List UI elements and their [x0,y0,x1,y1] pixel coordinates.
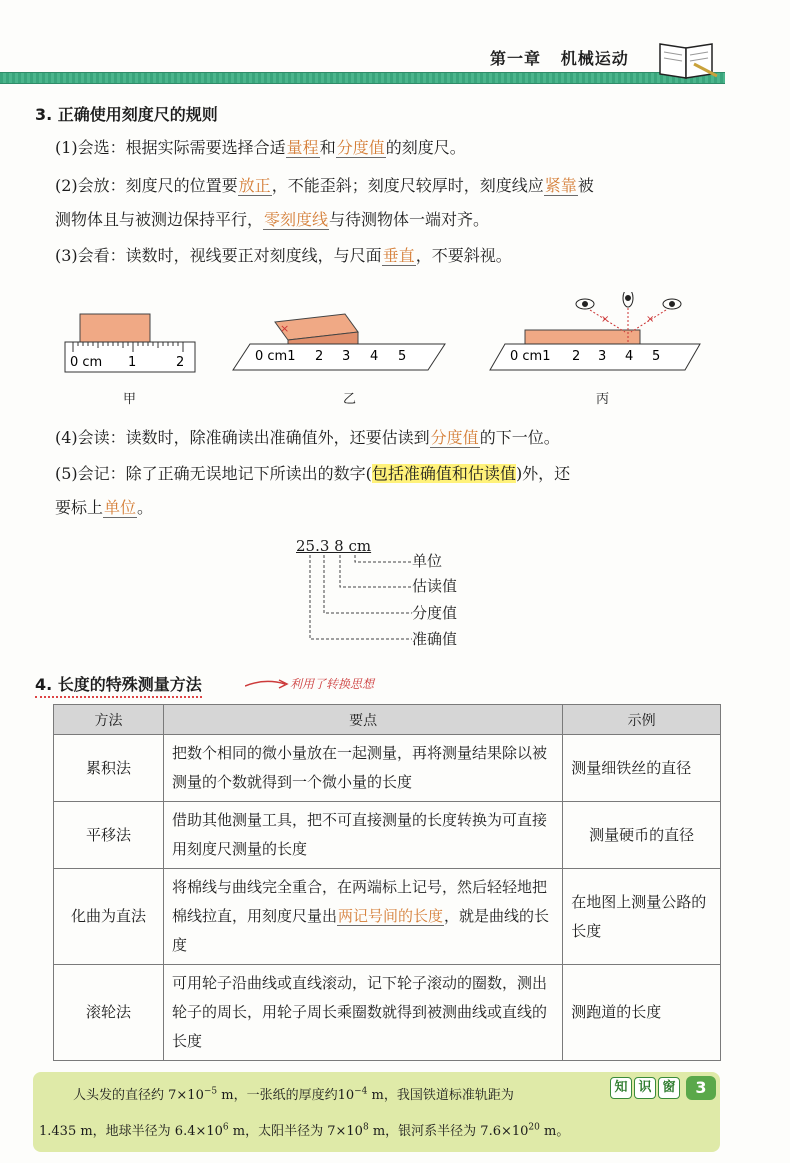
table-row [54,802,721,869]
answer-unit: 单位 [104,498,137,517]
answer-jinkao: 紧靠 [544,176,577,195]
answer-fangzheng: 放正 [238,176,271,195]
caption-yi: 乙 [343,392,357,407]
knowledge-window-badge [610,1076,716,1100]
book-pencil-icon [656,40,718,82]
tick-bing-4: 4 [625,349,634,364]
badge-char: 知 [610,1077,632,1099]
svg-text:×: × [646,314,655,325]
rule-3: (3)会看：读数时，视线要正对刻度线，与尺面垂直，不要斜视。 [55,246,512,265]
footer-line-2: 1.435 m，地球半径为 $6.4\times 10^6$ m，太阳半径为 $7\times 10^8$ m，银河系半径为 $7.6\times 10^{20}$ m。 [39,1122,570,1139]
answer-perpendicular: 垂直 [382,246,415,265]
highlight-values: 包括准确值和估读值 [371,464,516,483]
key-cell: 借助其他测量工具，把不可直接测量的长度转换为可直接用刻度尺测量的长度 [163,802,562,869]
header-example: 示例 [563,705,721,735]
header-key: 要点 [163,705,562,735]
page-header [0,40,790,90]
rule-2-cont: 测物体且与被测边保持平行，零刻度线与待测物体一端对齐。 [55,210,490,229]
method-cell: 累积法 [54,735,164,802]
figure-yi [233,314,445,370]
header-method: 方法 [54,705,164,735]
table-row [54,869,721,965]
ruler-figures [0,292,790,410]
tick-jia-0: 0 cm [70,355,103,370]
label-division: 分度值 [412,604,458,622]
key-cell: 可用轮子沿曲线或直线滚动，记下轮子滚动的圈数，测出轮子的周长，用轮子周长乘圈数就得到被测曲线或直线的长度 [163,965,562,1061]
example-cell: 测量细铁丝的直径 [563,735,721,802]
method-cell: 滚轮法 [54,965,164,1061]
table-row [54,965,721,1061]
tick-yi-4: 4 [370,349,379,364]
key-cell: 把数个相同的微小量放在一起测量，再将测量结果除以被测量的个数就得到一个微小量的长度 [163,735,562,802]
answer-two-marks: 两记号间的长度 [337,907,443,925]
badge-char: 识 [634,1077,656,1099]
tick-jia-1: 1 [128,355,137,370]
reading-leader-lines [290,535,510,655]
rule-5-cont: 要标上单位。 [55,498,154,517]
header-bar [0,72,725,84]
rule-2: (2)会放：刻度尺的位置要放正，不能歪斜；刻度尺较厚时，刻度线应紧靠被 [55,176,594,195]
answer-division: 分度值 [336,138,385,157]
example-cell: 测量硬币的直径 [563,802,721,869]
method-cell: 化曲为直法 [54,869,164,965]
method-cell: 平移法 [54,802,164,869]
example-cell: 测跑道的长度 [563,965,721,1061]
figure-bing [490,292,700,370]
handwritten-note: 利用了转换思想 [290,677,375,691]
caption-jia: 甲 [123,392,137,407]
reading-diagram [290,535,510,655]
key-cell: 将棉线与曲线完全重合，在两端标上记号，然后轻轻地把棉线拉直，用刻度尺量出两记号间的长度，就是曲线的长度 [163,869,562,965]
svg-text:×: × [601,314,610,325]
methods-table [53,704,721,1061]
svg-text:×: × [280,322,290,335]
tick-yi-0: 0 cm1 [255,349,296,364]
table-header-row [54,705,721,735]
example-cell: 在地图上测量公路的长度 [563,869,721,965]
section3-title: 3. 正确使用刻度尺的规则 [35,105,218,124]
tick-yi-2: 2 [315,349,324,364]
answer-zero-mark: 零刻度线 [264,210,329,229]
tick-yi-5: 5 [398,349,407,364]
tick-jia-2: 2 [176,355,185,370]
page-number: 3 [686,1076,716,1100]
section4-title: 4. 长度的特殊测量方法 [35,672,202,698]
chapter-title [490,46,629,69]
chapter-name: 机械运动 [560,49,629,68]
figure-jia [65,314,195,372]
rule-1: (1)会选：根据实际需要选择合适量程和分度值的刻度尺。 [55,138,466,157]
label-estimate: 估读值 [412,577,458,595]
eye-icon [576,292,681,309]
reading-value: 25.3 8 cm [296,537,372,555]
tick-bing-0: 0 cm1 [510,349,551,364]
caption-bing: 丙 [596,392,610,407]
answer-estimate: 分度值 [430,428,479,447]
table-row [54,735,721,802]
label-accurate: 准确值 [412,630,458,648]
rule-4: (4)会读：读数时，除准确读出准确值外，还要估读到分度值的下一位。 [55,428,560,447]
chapter-number: 第一章 [490,49,542,68]
footer-line-1: 人头发的直径约 $7\times 10^{-5}$ m，一张纸的厚度约$10^{-4}$ m，我国铁道标准轨距为 [73,1086,514,1103]
label-unit: 单位 [412,552,443,570]
tick-bing-5: 5 [652,349,661,364]
tick-bing-2: 2 [572,349,581,364]
tick-bing-3: 3 [598,349,607,364]
knowledge-window [33,1072,720,1152]
rule-5: (5)会记：除了正确无误地记下所读出的数字(包括准确值和估读值)外，还 [55,464,571,483]
answer-range: 量程 [286,138,319,157]
badge-char: 窗 [658,1077,680,1099]
tick-yi-3: 3 [342,349,351,364]
